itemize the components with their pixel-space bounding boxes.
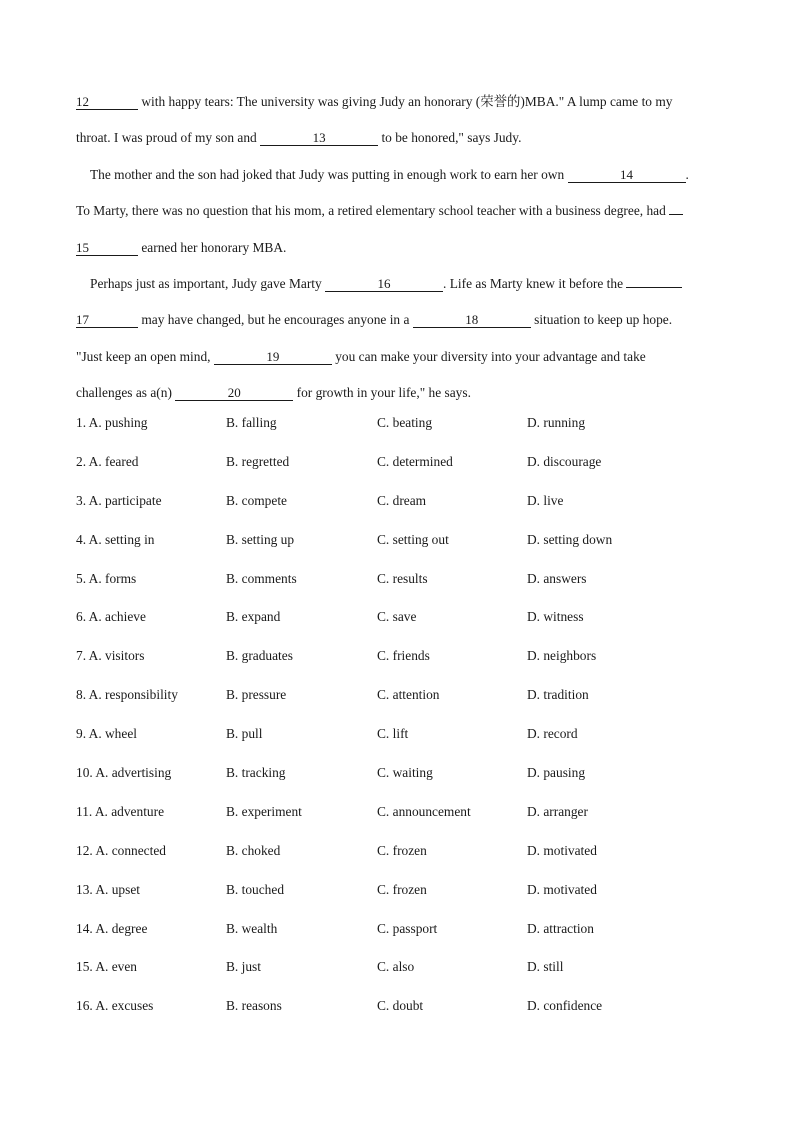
option-a: 3. A. participate (76, 492, 162, 508)
option-a: 15. A. even (76, 959, 137, 975)
passage-text: The mother and the son had joked that Judy was putting in enough work to earn her own (90, 166, 568, 182)
cloze-passage (76, 84, 726, 412)
passage-text: . (685, 166, 689, 182)
option-c: C. frozen (377, 881, 427, 897)
option-c: C. lift (377, 726, 409, 742)
option-c: C. beating (377, 415, 433, 430)
option-b: B. reasons (226, 998, 282, 1014)
blank-number: 14 (620, 166, 633, 182)
option-c: C. setting out (377, 531, 449, 547)
passage-line-2 (76, 120, 726, 156)
option-a: 10. A. advertising (76, 765, 172, 781)
option-d: D. discourage (527, 453, 602, 469)
option-d: D. record (527, 726, 578, 742)
option-a: 4. A. setting in (76, 531, 155, 547)
blank-19 (214, 349, 332, 365)
option-a: 1. A. pushing (76, 415, 148, 430)
passage-line-1 (76, 84, 726, 120)
option-d: D. motivated (527, 842, 597, 858)
blank-13 (260, 130, 378, 146)
option-c: C. results (377, 570, 428, 586)
passage-line-3 (76, 157, 726, 193)
option-d: D. witness (527, 609, 584, 625)
option-a: 8. A. responsibility (76, 687, 178, 703)
option-b: B. touched (226, 881, 285, 897)
passage-line-8 (76, 339, 726, 375)
option-d: D. live (527, 492, 564, 508)
option-b: B. regretted (226, 453, 290, 469)
blank-17-start (626, 272, 682, 288)
blank-20 (175, 385, 293, 401)
option-b: B. just (226, 959, 261, 975)
question-row (76, 715, 726, 754)
blank-15-start (669, 199, 683, 215)
option-d: D. running (527, 415, 586, 430)
blank-12 (76, 94, 138, 110)
option-b: B. experiment (226, 803, 302, 819)
option-c: C. also (377, 959, 415, 975)
option-d: D. pausing (527, 765, 586, 781)
question-row (76, 793, 726, 832)
blank-number: 15 (76, 239, 89, 255)
option-d: D. tradition (527, 687, 589, 703)
question-row (76, 948, 726, 987)
passage-text: To Marty, there was no question that his mom, a retired elementary school teacher with a business degree, had (76, 203, 670, 219)
option-d: D. confidence (527, 998, 603, 1014)
question-row (76, 521, 726, 560)
passage-text: . Life as Marty knew it before the (443, 275, 627, 291)
option-d: D. attraction (527, 920, 594, 936)
passage-text: may have changed, but he encourages anyone in a (138, 312, 413, 328)
option-a: 9. A. wheel (76, 726, 137, 742)
option-a: 14. A. degree (76, 920, 148, 936)
answer-options (76, 404, 726, 1026)
option-c: C. frozen (377, 842, 427, 858)
option-c: C. passport (377, 920, 438, 936)
blank-number: 13 (312, 130, 326, 146)
question-row (76, 404, 726, 443)
blank-number: 17 (76, 312, 89, 328)
passage-line-4 (76, 193, 726, 229)
option-b: B. comments (226, 570, 297, 586)
blank-number: 18 (465, 312, 479, 328)
option-a: 5. A. forms (76, 570, 137, 586)
option-b: B. expand (226, 609, 281, 625)
option-d: D. setting down (527, 531, 613, 547)
blank-number: 16 (377, 275, 391, 291)
option-a: 2. A. feared (76, 453, 139, 469)
option-b: B. compete (226, 492, 287, 508)
passage-line-7 (76, 302, 726, 338)
option-b: B. pressure (226, 687, 287, 703)
question-row (76, 560, 726, 599)
option-a: 11. A. adventure (76, 803, 165, 819)
question-row (76, 987, 726, 1026)
option-c: C. waiting (377, 765, 433, 781)
passage-text: earned her honorary MBA. (138, 239, 287, 255)
option-c: C. friends (377, 648, 430, 664)
question-row (76, 832, 726, 871)
option-b: B. falling (226, 415, 277, 430)
option-c: C. announcement (377, 803, 471, 819)
question-row (76, 871, 726, 910)
blank-number: 12 (76, 94, 89, 109)
option-a: 13. A. upset (76, 881, 140, 897)
option-c: C. doubt (377, 998, 424, 1014)
option-d: D. answers (527, 570, 587, 586)
option-d: D. arranger (527, 803, 588, 819)
option-c: C. attention (377, 687, 440, 703)
option-b: B. pull (226, 726, 263, 742)
blank-16 (325, 276, 443, 292)
passage-text: with happy tears: The university was giving Judy an honorary (荣誉的)MBA." A lump came to my (138, 94, 673, 109)
option-c: C. determined (377, 453, 453, 469)
passage-text: Perhaps just as important, Judy gave Marty (90, 275, 326, 291)
passage-text: situation to keep up hope. (530, 312, 673, 328)
option-d: D. motivated (527, 881, 597, 897)
question-row (76, 910, 726, 949)
option-c: C. save (377, 609, 417, 625)
question-row (76, 482, 726, 521)
option-d: D. neighbors (527, 648, 597, 664)
option-a: 7. A. visitors (76, 648, 145, 664)
option-a: 6. A. achieve (76, 609, 146, 625)
blank-15 (76, 240, 138, 256)
question-row (76, 598, 726, 637)
blank-14 (568, 167, 686, 183)
passage-line-6 (76, 266, 726, 302)
option-b: B. choked (226, 842, 281, 858)
question-row (76, 676, 726, 715)
question-row (76, 754, 726, 793)
passage-text: for growth in your life," he says. (293, 385, 471, 401)
passage-line-5 (76, 230, 726, 266)
blank-number: 20 (227, 385, 241, 401)
question-row (76, 443, 726, 482)
blank-18 (413, 312, 531, 328)
question-row (76, 637, 726, 676)
option-a: 16. A. excuses (76, 998, 154, 1014)
option-b: B. graduates (226, 648, 293, 664)
passage-text: you can make your diversity into your advantage and take (331, 348, 646, 364)
passage-text: to be honored," says Judy. (378, 130, 522, 146)
passage-text: "Just keep an open mind, (76, 348, 214, 364)
blank-17 (76, 312, 138, 328)
blank-number: 19 (266, 348, 280, 364)
option-a: 12. A. connected (76, 842, 166, 858)
passage-text: challenges as a(n) (76, 385, 176, 401)
option-b: B. setting up (226, 531, 295, 547)
option-b: B. wealth (226, 920, 278, 936)
passage-text: throat. I was proud of my son and (76, 130, 261, 146)
option-b: B. tracking (226, 765, 286, 781)
option-c: C. dream (377, 492, 427, 508)
option-d: D. still (527, 959, 564, 975)
